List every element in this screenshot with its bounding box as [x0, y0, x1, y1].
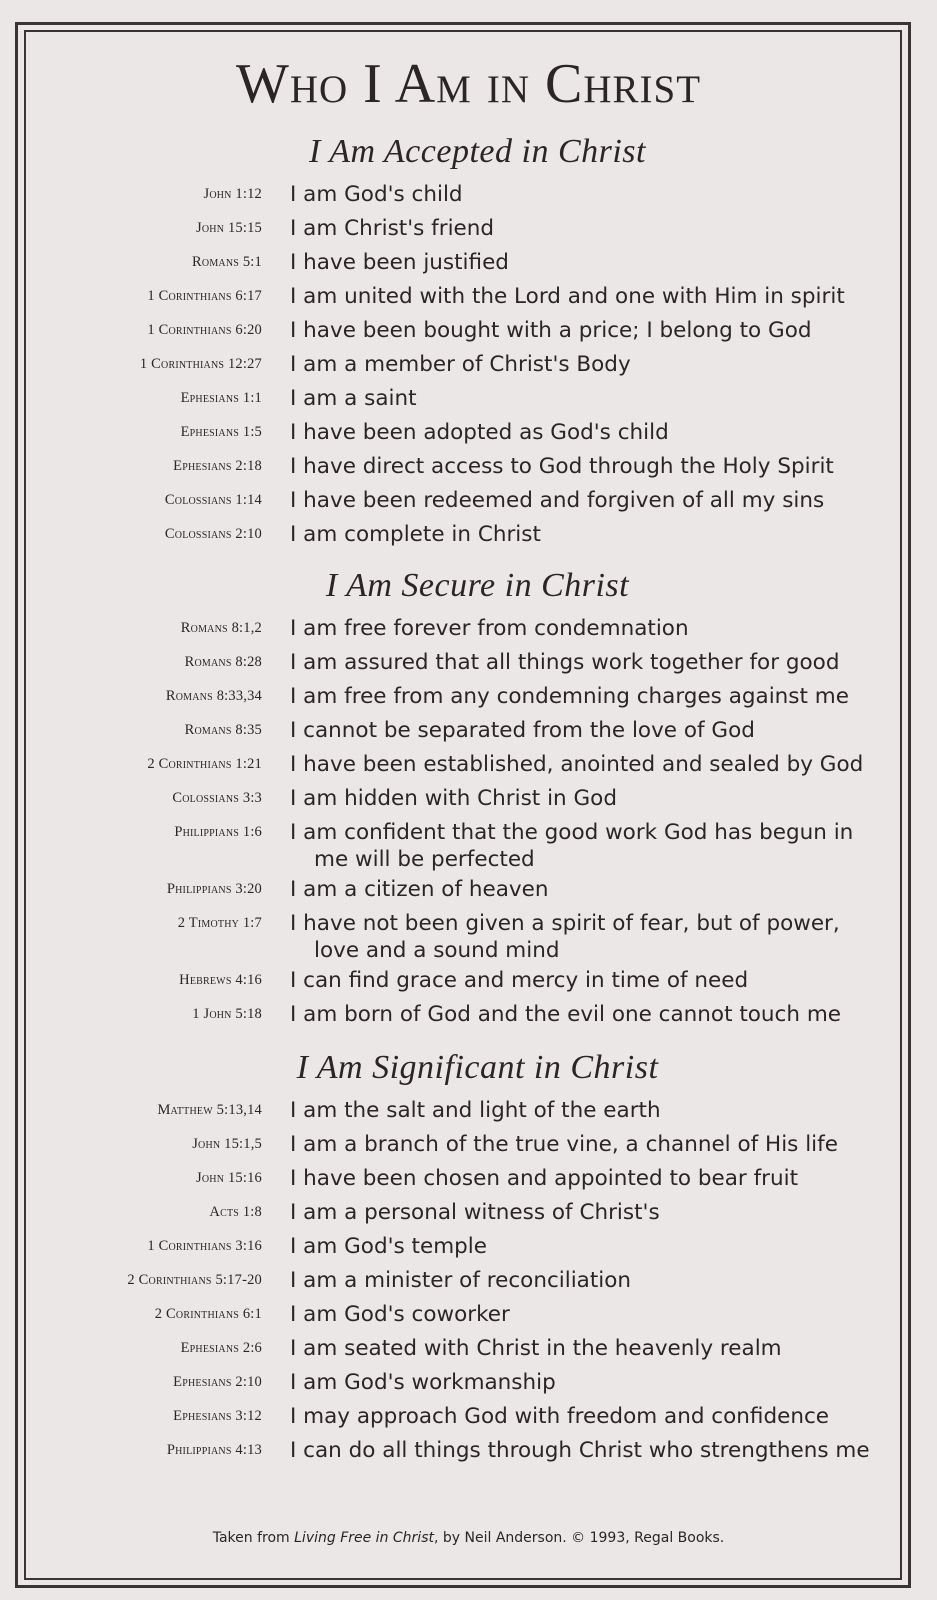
scripture-reference: Philippians 1:6 — [174, 824, 262, 840]
statement-text: I am a member of Christ's Body — [290, 352, 631, 377]
verse-row — [0, 1366, 937, 1400]
statement-text: I am hidden with Christ in God — [290, 786, 617, 811]
statement-text: I am the salt and light of the earth — [290, 1098, 661, 1123]
statement-text: I am a saint — [290, 386, 417, 411]
statement-text: I am God's child — [290, 182, 463, 207]
statement-continuation: love and a sound mind — [314, 938, 560, 963]
section-heading: I Am Secure in Christ — [325, 567, 630, 604]
statement-continuation: me will be perfected — [314, 847, 535, 872]
credit-book-title: Living Free in Christ — [294, 1530, 434, 1546]
scripture-reference: Colossians 1:14 — [164, 492, 262, 508]
section-significant — [0, 1048, 937, 1468]
verse-row — [0, 1434, 937, 1468]
identity-statement — [262, 1094, 937, 1124]
verse-list — [0, 178, 937, 552]
verse-row — [0, 1332, 937, 1366]
statement-text: I have been chosen and appointed to bear fruit — [290, 1166, 799, 1191]
verse-list — [0, 612, 937, 1032]
statement-text: I am seated with Christ in the heavenly realm — [290, 1336, 782, 1361]
scripture-reference: Colossians 2:10 — [164, 526, 262, 542]
verse-list — [0, 1094, 937, 1468]
section-heading: I Am Accepted in Christ — [309, 133, 646, 170]
statement-text: I am assured that all things work together for good — [290, 650, 840, 675]
verse-row — [0, 1162, 937, 1196]
statement-text: I am God's workmanship — [290, 1370, 556, 1395]
verse-row — [0, 714, 937, 748]
identity-statement — [262, 1264, 937, 1294]
scripture-reference: Ephesians 3:12 — [173, 1408, 262, 1424]
statement-text: I have been redeemed and forgiven of all my sins — [290, 488, 825, 513]
verse-row — [0, 1298, 937, 1332]
identity-statement — [262, 212, 937, 242]
verse-row — [0, 1400, 937, 1434]
verse-row — [0, 246, 937, 280]
scripture-reference: 2 Corinthians 5:17-20 — [127, 1272, 262, 1288]
identity-statement — [262, 816, 937, 873]
identity-statement — [262, 964, 937, 994]
scripture-reference: Philippians 4:13 — [166, 1442, 262, 1458]
scripture-reference: Ephesians 1:5 — [180, 424, 262, 440]
statement-text: I am a citizen of heaven — [290, 877, 549, 902]
verse-row — [0, 450, 937, 484]
identity-statement — [262, 612, 937, 642]
identity-statement — [262, 1298, 937, 1328]
verse-row — [0, 518, 937, 552]
identity-statement — [262, 680, 937, 710]
scripture-reference: Acts 1:8 — [209, 1204, 262, 1220]
verse-row — [0, 612, 937, 646]
scripture-reference: 1 Corinthians 12:27 — [139, 356, 262, 372]
verse-row — [0, 1196, 937, 1230]
identity-statement — [262, 314, 937, 344]
statement-text: I am God's coworker — [290, 1302, 510, 1327]
verse-row — [0, 178, 937, 212]
identity-statement — [262, 907, 937, 964]
verse-row — [0, 782, 937, 816]
identity-statement — [262, 714, 937, 744]
statement-text: I can do all things through Christ who strengthens me — [290, 1438, 870, 1463]
section-heading: I Am Significant in Christ — [296, 1049, 659, 1086]
verse-row — [0, 416, 937, 450]
statement-text: I am God's temple — [290, 1234, 487, 1259]
scripture-reference: Ephesians 2:18 — [173, 458, 262, 474]
scripture-reference: 1 John 5:18 — [192, 1006, 262, 1022]
statement-text: I have not been given a spirit of fear, but of power, — [290, 911, 840, 936]
identity-statement — [262, 280, 937, 310]
verse-row — [0, 280, 937, 314]
identity-statement — [262, 1332, 937, 1362]
statement-text: I am a minister of reconciliation — [290, 1268, 632, 1293]
verse-row — [0, 484, 937, 518]
scripture-reference: 2 Timothy 1:7 — [177, 915, 262, 931]
scripture-reference: 2 Corinthians 6:1 — [154, 1306, 262, 1322]
section-secure — [0, 566, 937, 1032]
identity-statement — [262, 178, 937, 208]
scripture-reference: John 15:1,5 — [192, 1136, 262, 1152]
scripture-reference: Ephesians 2:6 — [180, 1340, 262, 1356]
verse-row — [0, 1094, 937, 1128]
verse-row — [0, 1230, 937, 1264]
statement-text: I am Christ's friend — [290, 216, 495, 241]
identity-statement — [262, 1230, 937, 1260]
statement-text: I have been established, anointed and sealed by God — [290, 752, 864, 777]
identity-statement — [262, 1400, 937, 1430]
scripture-reference: John 1:12 — [203, 186, 262, 202]
scripture-reference: Romans 8:1,2 — [180, 620, 262, 636]
identity-statement — [262, 1196, 937, 1226]
identity-statement — [262, 1366, 937, 1396]
verse-row — [0, 748, 937, 782]
statement-text: I am complete in Christ — [290, 522, 541, 547]
verse-row — [0, 998, 937, 1032]
statement-text: I am united with the Lord and one with Him in spirit — [290, 284, 845, 309]
statement-text: I am born of God and the evil one cannot touch me — [290, 1002, 842, 1027]
credit-prefix: Taken from — [212, 1530, 295, 1546]
scripture-reference: Philippians 3:20 — [166, 881, 262, 897]
identity-statement — [262, 873, 937, 903]
scripture-reference: Hebrews 4:16 — [179, 972, 262, 988]
identity-statement — [262, 1434, 937, 1464]
scripture-reference: 1 Corinthians 3:16 — [147, 1238, 262, 1254]
identity-statement — [262, 382, 937, 412]
page-title: Who I Am in Christ — [235, 53, 702, 115]
statement-text: I have direct access to God through the Holy Spirit — [290, 454, 834, 479]
statement-text: I have been bought with a price; I belong to God — [290, 318, 812, 343]
scripture-reference: Romans 5:1 — [192, 254, 262, 270]
scripture-reference: Ephesians 1:1 — [180, 390, 262, 406]
statement-text: I am confident that the good work God has begun in — [290, 820, 854, 845]
verse-row — [0, 212, 937, 246]
identity-statement — [262, 998, 937, 1028]
identity-statement — [262, 518, 937, 548]
scripture-reference: 1 Corinthians 6:17 — [147, 288, 262, 304]
credit-suffix: , by Neil Anderson. © 1993, Regal Books. — [433, 1530, 725, 1546]
identity-statement — [262, 1128, 937, 1158]
scripture-reference: John 15:15 — [196, 220, 262, 236]
identity-statement — [262, 450, 937, 480]
verse-row — [0, 348, 937, 382]
identity-statement — [262, 416, 937, 446]
statement-text: I may approach God with freedom and confidence — [290, 1404, 829, 1429]
verse-row — [0, 1264, 937, 1298]
scripture-reference: Ephesians 2:10 — [173, 1374, 262, 1390]
verse-row — [0, 816, 937, 873]
identity-statement — [262, 782, 937, 812]
scripture-reference: 1 Corinthians 6:20 — [147, 322, 262, 338]
statement-text: I can find grace and mercy in time of need — [290, 968, 749, 993]
identity-statement — [262, 1162, 937, 1192]
identity-statement — [262, 348, 937, 378]
scripture-reference: John 15:16 — [196, 1170, 262, 1186]
verse-row — [0, 873, 937, 907]
section-accepted — [0, 132, 937, 552]
verse-row — [0, 382, 937, 416]
identity-statement — [262, 246, 937, 276]
verse-row — [0, 646, 937, 680]
verse-row — [0, 314, 937, 348]
statement-text: I am free forever from condemnation — [290, 616, 689, 641]
verse-row — [0, 964, 937, 998]
scripture-reference: Romans 8:33,34 — [165, 688, 262, 704]
verse-row — [0, 907, 937, 964]
statement-text: I am free from any condemning charges against me — [290, 684, 849, 709]
identity-statement — [262, 748, 937, 778]
scripture-reference: Matthew 5:13,14 — [157, 1102, 262, 1118]
scripture-reference: 2 Corinthians 1:21 — [147, 756, 262, 772]
scripture-reference: Romans 8:28 — [184, 654, 262, 670]
statement-text: I have been justified — [290, 250, 509, 275]
identity-statement — [262, 646, 937, 676]
statement-text: I cannot be separated from the love of God — [290, 718, 755, 743]
verse-row — [0, 1128, 937, 1162]
scripture-reference: Romans 8:35 — [184, 722, 262, 738]
identity-statement — [262, 484, 937, 514]
scripture-reference: Colossians 3:3 — [172, 790, 262, 806]
source-credit — [0, 1530, 937, 1546]
statement-text: I am a branch of the true vine, a channel of His life — [290, 1132, 838, 1157]
statement-text: I am a personal witness of Christ's — [290, 1200, 660, 1225]
verse-row — [0, 680, 937, 714]
statement-text: I have been adopted as God's child — [290, 420, 669, 445]
